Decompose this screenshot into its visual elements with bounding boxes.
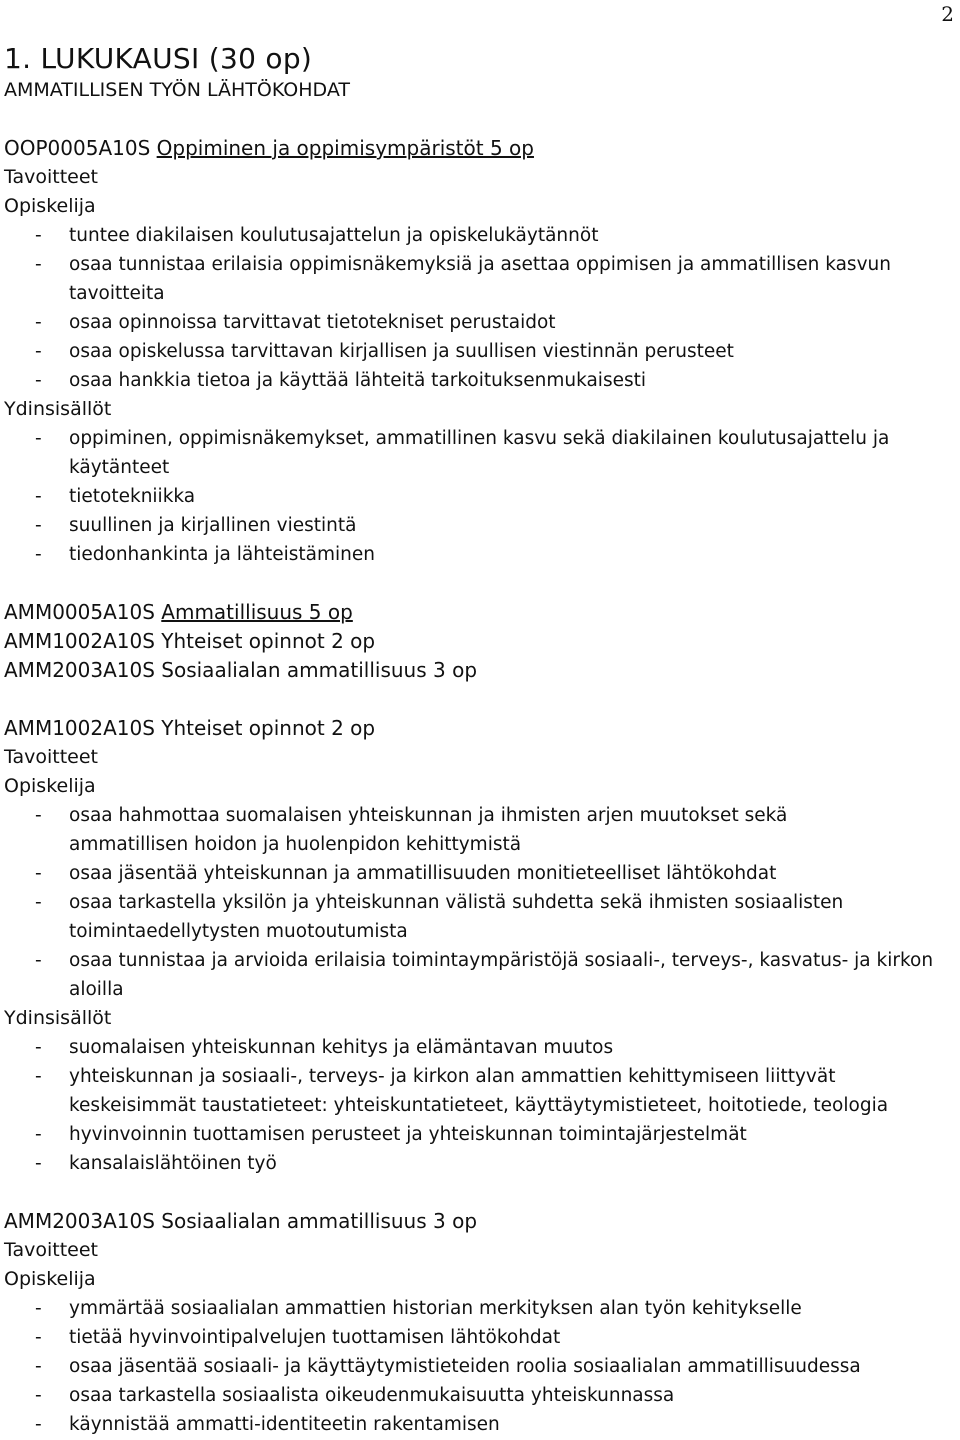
goals-list [4,801,954,1004]
list-item: - suullinen ja kirjallinen viestintä [35,515,357,536]
list-item: - osaa tunnistaa ja arvioida erilaisia toimintaympäristöjä sosiaali-, terveys-, kasvatus- ja kirkon aloilla [35,950,934,1000]
goals-list [4,1294,954,1439]
module-name: Ammatillisuus 5 op [161,600,353,624]
list-item: - tuntee diakilaisen koulutusajattelun ja opiskelukäytännöt [35,225,599,246]
list-item: - oppiminen, oppimisnäkemykset, ammatillinen kasvu sekä diakilainen koulutusajattelu ja käytänteet [35,428,890,478]
list-item: - osaa opinnoissa tarvittavat tietotekniset perustaidot [35,312,556,333]
student-label: Opiskelija [4,775,96,797]
goals-list [4,221,954,395]
goals-heading: Tavoitteet [4,746,98,768]
list-item: - tietotekniikka [35,486,196,507]
content-heading: Ydinsisällöt [4,1007,112,1029]
contents-list [4,424,954,569]
list-item: - yhteiskunnan ja sosiaali-, terveys- ja kirkon alan ammattien kehittymiseen liittyvät keskeisimmät taustatieteet: yhteiskuntatieteet, käyttäytymistieteet, hoitotiede, teologia [35,1066,889,1116]
list-item: - osaa hahmottaa suomalaisen yhteiskunnan ja ihmisten arjen muutokset sekä ammatillisen hoidon ja huolenpidon kehittymistä [35,805,788,855]
list-item: - kansalaislähtöinen työ [35,1153,277,1174]
list-item: - osaa hankkia tietoa ja käyttää lähteitä tarkoituksenmukaisesti [35,370,646,391]
module-sub-item: AMM2003A10S Sosiaalialan ammatillisuus 3 op [4,658,478,682]
list-item: - osaa opiskelussa tarvittavan kirjallisen ja suullisen viestinnän perusteet [35,341,734,362]
course-sosiaalialan-ammatillisuus [4,1207,954,1439]
list-item: - suomalaisen yhteiskunnan kehitys ja elämäntavan muutos [35,1037,614,1058]
contents-list [4,1033,954,1178]
student-label: Opiskelija [4,195,96,217]
course-heading: AMM1002A10S Yhteiset opinnot 2 op [4,716,376,740]
list-item: - osaa tarkastella sosiaalista oikeudenmukaisuutta yhteiskunnassa [35,1385,675,1406]
course-code: OOP0005A10S [4,136,151,160]
list-item: - ymmärtää sosiaalialan ammattien historian merkityksen alan työn kehitykselle [35,1298,802,1319]
chapter-title: 1. LUKUKAUSI (30 op) [4,42,313,75]
chapter-subtitle: AMMATILLISEN TYÖN LÄHTÖKOHDAT [4,79,350,101]
student-label: Opiskelija [4,1268,96,1290]
course-heading [4,134,954,163]
goals-heading: Tavoitteet [4,166,98,188]
module-ammatillisuus [4,598,954,685]
course-heading: AMM2003A10S Sosiaalialan ammatillisuus 3 op [4,1209,478,1233]
list-item: - osaa jäsentää yhteiskunnan ja ammatillisuuden monitieteelliset lähtökohdat [35,863,777,884]
content-heading: Ydinsisällöt [4,398,112,420]
course-name: Oppiminen ja oppimisympäristöt 5 op [156,136,534,160]
course-oppiminen [4,134,954,569]
document-body [4,42,954,1439]
course-yhteiset-opinnot [4,714,954,1178]
module-sub-item: AMM1002A10S Yhteiset opinnot 2 op [4,629,376,653]
module-heading [4,598,954,627]
module-code: AMM0005A10S [4,600,155,624]
list-item: - osaa jäsentää sosiaali- ja käyttäytymistieteiden roolia sosiaalialan ammatillisuudessa [35,1356,861,1377]
list-item: - osaa tunnistaa erilaisia oppimisnäkemyksiä ja asettaa oppimisen ja ammatillisen kasvun tavoitteita [35,254,891,304]
goals-heading: Tavoitteet [4,1239,98,1261]
list-item: - käynnistää ammatti-identiteetin rakentamisen [35,1414,500,1435]
list-item: - hyvinvoinnin tuottamisen perusteet ja yhteiskunnan toimintajärjestelmät [35,1124,747,1145]
list-item: - osaa tarkastella yksilön ja yhteiskunnan välistä suhdetta sekä ihmisten sosiaalisten toimintaedellytysten muotoutumista [35,892,844,942]
list-item: - tiedonhankinta ja lähteistäminen [35,544,375,565]
page-number: 2 [941,2,954,26]
list-item: - tietää hyvinvointipalvelujen tuottamisen lähtökohdat [35,1327,561,1348]
